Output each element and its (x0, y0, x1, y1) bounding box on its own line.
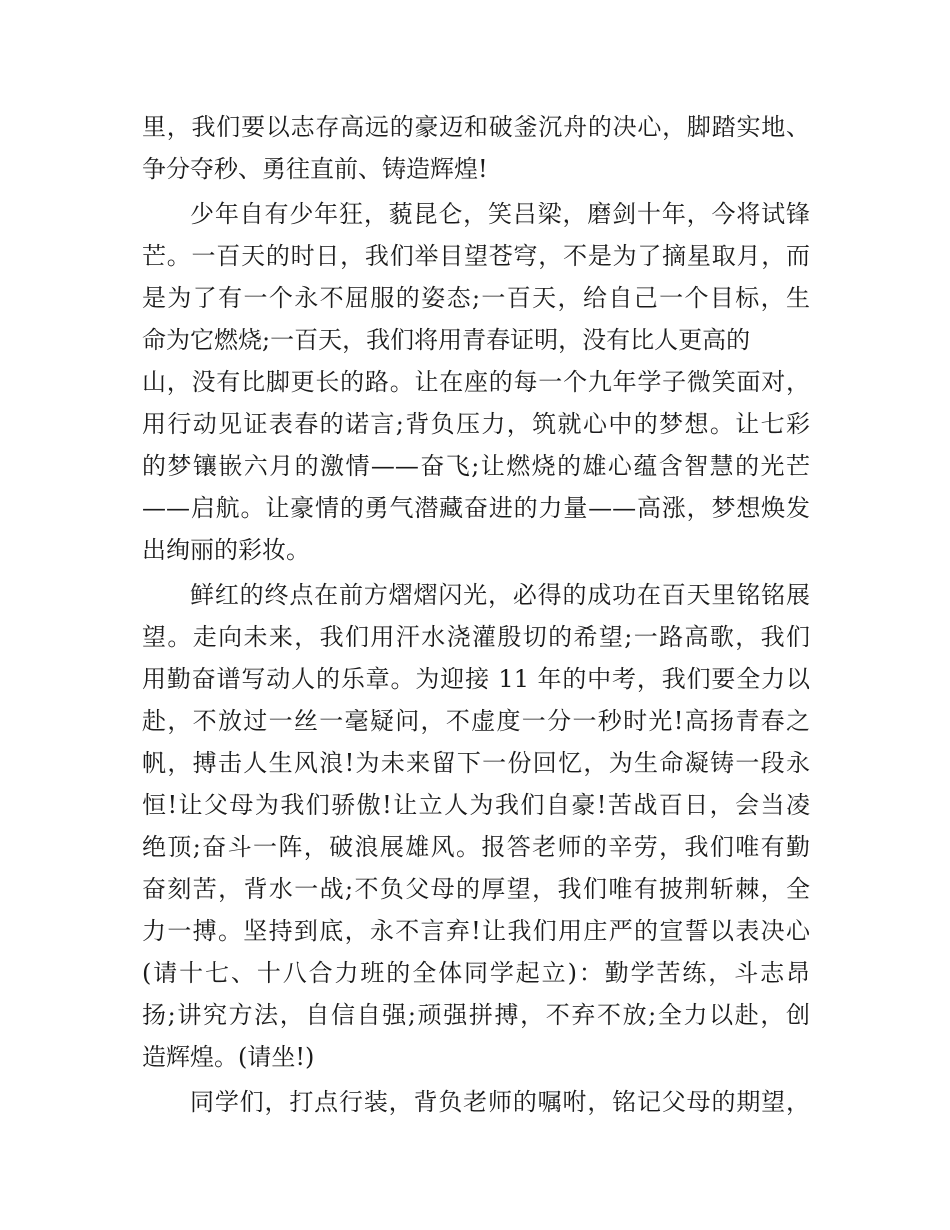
text-line: 帆，搏击人生风浪!为未来留下一份回忆，为生命凝铸一段永 (142, 749, 810, 777)
text-line: 山，没有比脚更长的路。让在座的每一个九年学子微笑面对， (142, 368, 810, 396)
text-line: (请十七、十八合力班的全体同学起立)：勤学苦练，斗志昂 (142, 959, 810, 987)
text-line: 出绚丽的彩妆。 (142, 536, 310, 564)
text-line: 赴，不放过一丝一毫疑问，不虚度一分一秒时光!高扬青春之 (142, 707, 810, 735)
text-line: ——启航。让豪情的勇气潜藏奋进的力量——高涨，梦想焕发 (142, 494, 810, 522)
text-line: 芒。一百天的时日，我们举目望苍穹，不是为了摘星取月，而 (142, 242, 810, 270)
paragraph-first-line: 少年自有少年狂，藐昆仑，笑吕梁，磨剑十年，今将试锋 (190, 200, 810, 228)
text-line: 力一搏。坚持到底，永不言弃!让我们用庄严的宣誓以表决心 (142, 917, 810, 945)
text-line: 恒!让父母为我们骄傲!让立人为我们自豪!苦战百日，会当凌 (142, 791, 810, 819)
text-line: 命为它燃烧;一百天，我们将用青春证明，没有比人更高的 (142, 326, 751, 354)
text-line: 的梦镶嵌六月的激情——奋飞;让燃烧的雄心蕴含智慧的光芒 (142, 452, 810, 480)
text-line: 是为了有一个永不屈服的姿态;一百天，给自己一个目标，生 (142, 284, 810, 312)
paragraph-first-line: 同学们，打点行装，背负老师的嘱咐，铭记父母的期望， (190, 1088, 810, 1116)
text-line: 用勤奋谱写动人的乐章。为迎接 11 年的中考，我们要全力以 (142, 665, 810, 693)
text-line: 造辉煌。(请坐!) (142, 1043, 315, 1071)
text-line: 扬;讲究方法，自信自强;顽强拼搏，不弃不放;全力以赴，创 (142, 1001, 810, 1029)
text-line: 争分夺秒、勇往直前、铸造辉煌! (142, 155, 488, 183)
text-line: 里，我们要以志存高远的豪迈和破釜沉舟的决心，脚踏实地、 (142, 113, 810, 141)
text-line: 奋刻苦，背水一战;不负父母的厚望，我们唯有披荆斩棘，全 (142, 875, 810, 903)
text-line: 用行动见证表春的诺言;背负压力，筑就心中的梦想。让七彩 (142, 410, 810, 438)
text-line: 望。走向未来，我们用汗水浇灌殷切的希望;一路高歌，我们 (142, 623, 810, 651)
text-line: 绝顶;奋斗一阵，破浪展雄风。报答老师的辛劳，我们唯有勤 (142, 833, 810, 861)
paragraph-first-line: 鲜红的终点在前方熠熠闪光，必得的成功在百天里铭铭展 (190, 581, 810, 609)
